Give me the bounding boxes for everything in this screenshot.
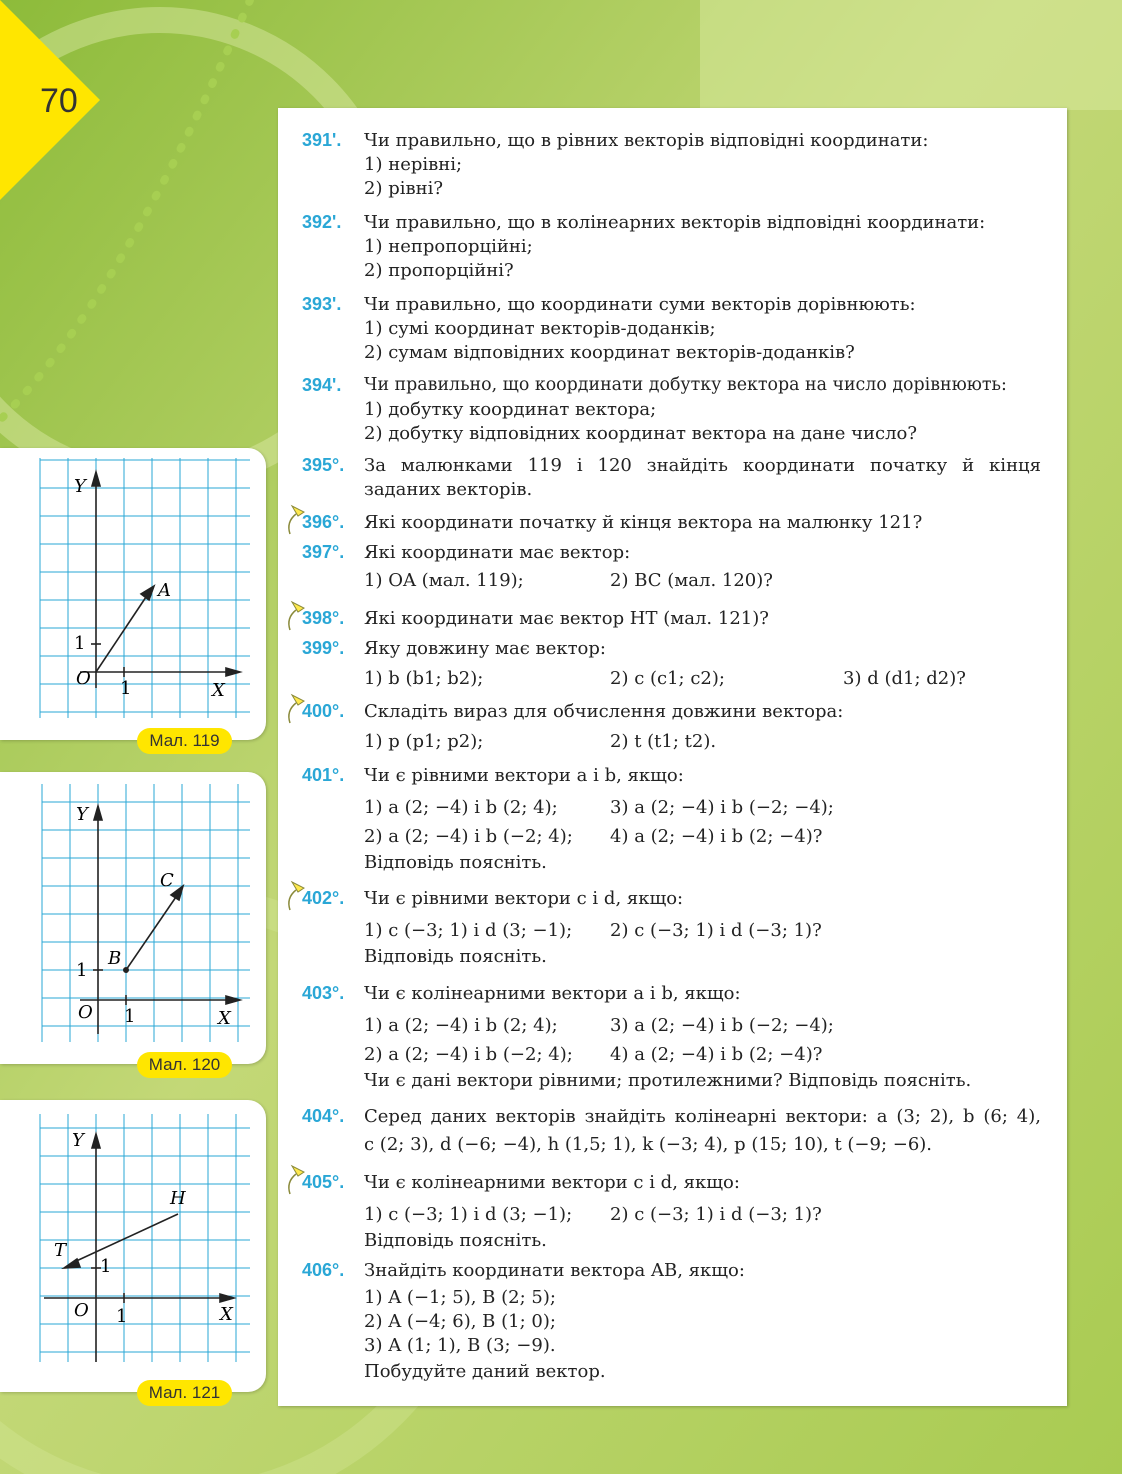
task-line: Складіть вираз для обчислення довжини вектора: [364, 701, 844, 722]
task-line: 1) сумі координат векторів-доданків; [364, 318, 716, 339]
task-line: Побудуйте даний вектор. [364, 1361, 606, 1382]
figure-120-graph [0, 772, 266, 1064]
task-line: 1) непропорційні; [364, 236, 533, 257]
task-number: 398°. [302, 608, 345, 628]
origin-label: O [74, 1300, 89, 1321]
task-line: 1) добутку координат вектора; [364, 399, 657, 420]
task-line: 2) пропорційні? [364, 260, 514, 281]
task-line: 3) A (1; 1), B (3; −9). [364, 1335, 556, 1356]
task-line: Які координати має вектор: [364, 542, 631, 563]
task-line: Чи є дані вектори рівними; протилежними? Відповідь поясніть. [364, 1070, 972, 1091]
figure-119-graph [0, 448, 266, 740]
point-b-label: B [108, 948, 122, 969]
figure-120 [0, 772, 266, 1074]
task-number: 391'. [302, 130, 342, 150]
task-line: Чи є колінеарними вектори c і d, якщо: [364, 1172, 740, 1193]
task-item: 2) c (−3; 1) і d (−3; 1)? [610, 1204, 822, 1225]
task-line: Чи є рівними вектори a і b, якщо: [364, 765, 684, 786]
task-line: заданих векторів. [364, 479, 533, 500]
task-line: Чи є колінеарними вектори a і b, якщо: [364, 983, 741, 1004]
origin-label: O [76, 668, 91, 689]
task-line: 2) рівні? [364, 178, 444, 199]
axis-y-label: Y [72, 1130, 84, 1151]
point-b-marker [123, 967, 129, 973]
exercise-panel [278, 108, 1067, 1406]
task-line: 1) A (−1; 5), B (2; 5); [364, 1287, 556, 1308]
point-a-label: A [158, 580, 171, 601]
task-number: 395°. [302, 455, 345, 475]
task-number: 396°. [302, 512, 345, 532]
axis-x-label: X [212, 680, 225, 701]
task-number: 404°. [302, 1106, 345, 1126]
task-line: Які координати початку й кінця вектора на малюнку 121? [364, 512, 923, 533]
task-number: 406°. [302, 1260, 345, 1280]
task-line: Відповідь поясніть. [364, 1230, 547, 1251]
task-line: 2) сумам відповідних координат векторів-доданків? [364, 342, 855, 363]
figure-121-graph [0, 1100, 266, 1392]
task-item: 2) c (−3; 1) і d (−3; 1)? [610, 920, 822, 941]
task-line: Чи правильно, що координати суми векторів дорівнюють: [364, 294, 916, 315]
task-item: 1) c (−3; 1) і d (3; −1); [364, 920, 573, 941]
task-item: 1) c (−3; 1) і d (3; −1); [364, 1204, 573, 1225]
task-item: 1) p (p1; p2); [364, 731, 484, 752]
axis-x-label: X [220, 1304, 233, 1325]
point-h-label: H [170, 1188, 186, 1209]
task-item: 2) c (c1; c2); [610, 668, 725, 689]
figure-119-caption: Мал. 119 [137, 728, 232, 754]
unit-x-label: 1 [116, 1306, 128, 1327]
task-item: 3) d (d1; d2)? [843, 668, 966, 689]
origin-label: O [78, 1002, 93, 1023]
task-item: 2) BC (мал. 120)? [610, 570, 773, 591]
point-c-label: C [160, 870, 174, 891]
task-line: Чи правильно, що в колінеарних векторів відповідні координати: [364, 212, 986, 233]
task-item: 4) a (2; −4) і b (2; −4)? [610, 826, 823, 847]
figure-119 [0, 448, 266, 750]
page-number-corner [0, 0, 100, 200]
unit-y-label: 1 [76, 960, 88, 981]
task-item: 1) OA (мал. 119); [364, 570, 524, 591]
task-number: 397°. [302, 542, 345, 562]
axis-y-label: Y [76, 804, 88, 825]
unit-y-label: 1 [100, 1256, 112, 1277]
task-item: 1) b (b1; b2); [364, 668, 484, 689]
point-t-label: T [54, 1240, 67, 1261]
task-item: 2) a (2; −4) і b (−2; 4); [364, 826, 573, 847]
task-item: 3) a (2; −4) і b (−2; −4); [610, 1015, 834, 1036]
axis-x-label: X [218, 1008, 231, 1029]
page-number: 70 [40, 82, 78, 120]
unit-y-label: 1 [74, 633, 86, 654]
axis-y-label: Y [74, 476, 86, 497]
task-number: 393'. [302, 294, 342, 314]
task-line: Знайдіть координати вектора AB, якщо: [364, 1260, 745, 1281]
task-line: Чи правильно, що в рівних векторів відповідні координати: [364, 130, 929, 151]
task-line: За малюнками 119 і 120 знайдіть координати початку й кінця [364, 455, 1041, 476]
figure-120-caption: Мал. 120 [137, 1052, 232, 1078]
task-item: 1) a (2; −4) і b (2; 4); [364, 1015, 558, 1036]
task-number: 392'. [302, 212, 342, 232]
task-number: 403°. [302, 983, 345, 1003]
task-line: Відповідь поясніть. [364, 946, 547, 967]
task-line: Серед даних векторів знайдіть колінеарні вектори: a (3; 2), b (6; 4), [364, 1106, 1041, 1127]
task-line: Відповідь поясніть. [364, 852, 547, 873]
task-number: 402°. [302, 888, 345, 908]
task-line: 1) нерівні; [364, 154, 463, 175]
task-number: 394'. [302, 375, 342, 395]
task-number: 400°. [302, 701, 345, 721]
figure-121-caption: Мал. 121 [137, 1380, 232, 1406]
task-item: 3) a (2; −4) і b (−2; −4); [610, 797, 834, 818]
task-number: 399°. [302, 638, 345, 658]
task-item: 1) a (2; −4) і b (2; 4); [364, 797, 558, 818]
task-line: Чи правильно, що координати добутку вектора на число дорівнюють: [364, 375, 1007, 395]
task-line: Яку довжину має вектор: [364, 638, 606, 659]
figure-121 [0, 1100, 266, 1402]
task-item: 2) t (t1; t2). [610, 731, 717, 752]
task-line: 2) добутку відповідних координат вектора на дане число? [364, 423, 917, 444]
task-item: 4) a (2; −4) і b (2; −4)? [610, 1044, 823, 1065]
unit-x-label: 1 [120, 678, 132, 699]
task-line: Які координати має вектор HT (мал. 121)? [364, 608, 769, 629]
unit-x-label: 1 [124, 1006, 136, 1027]
task-line: 2) A (−4; 6), B (1; 0); [364, 1311, 556, 1332]
task-item: 2) a (2; −4) і b (−2; 4); [364, 1044, 573, 1065]
task-number: 405°. [302, 1172, 345, 1192]
task-line: c (2; 3), d (−6; −4), h (1,5; 1), k (−3; 4), p (15; 10), t (−9; −6). [364, 1134, 933, 1155]
task-line: Чи є рівними вектори c і d, якщо: [364, 888, 684, 909]
task-number: 401°. [302, 765, 345, 785]
